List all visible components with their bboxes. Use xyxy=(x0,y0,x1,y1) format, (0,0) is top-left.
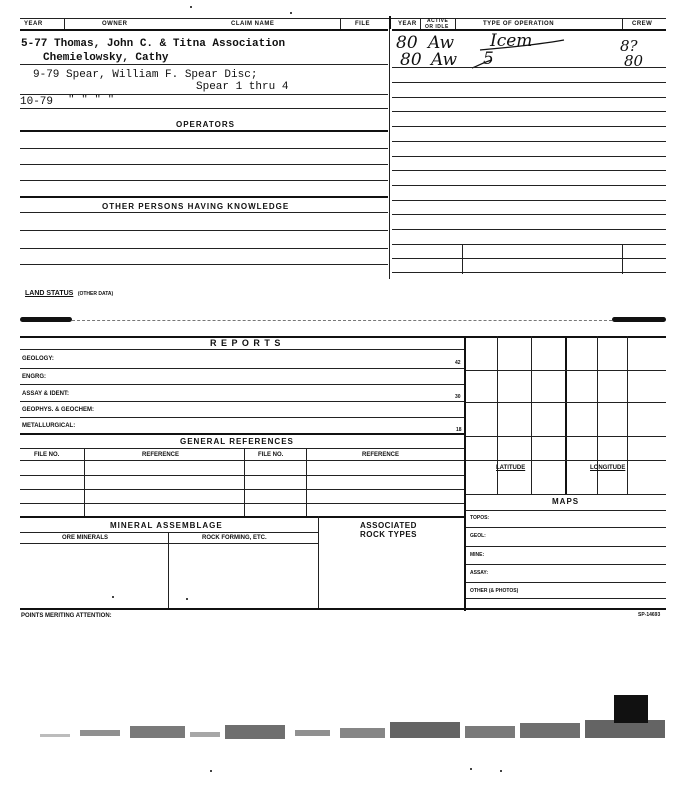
row-line xyxy=(392,111,666,112)
activity-year: 80 xyxy=(396,33,418,53)
row-line xyxy=(20,384,464,385)
scan-speck xyxy=(112,596,114,598)
grid-line xyxy=(466,494,666,495)
section-line xyxy=(20,516,464,518)
report-count: 30 xyxy=(455,394,461,400)
row-line xyxy=(20,448,464,449)
header-divider xyxy=(455,18,456,29)
report-count: 18 xyxy=(456,427,462,433)
row-line xyxy=(392,214,666,215)
header-owner: OWNER xyxy=(102,21,128,27)
land-status-dashed xyxy=(72,320,612,321)
row-line xyxy=(20,94,388,95)
row-line xyxy=(466,598,666,599)
header-or-idle: OR IDLE xyxy=(425,24,449,30)
row-divider xyxy=(622,244,623,274)
operators-heading: OPERATORS xyxy=(176,120,235,129)
owner-entry: 5-77 Thomas, John C. & Titna Association xyxy=(21,38,286,50)
row-line xyxy=(392,244,666,245)
row-line xyxy=(392,258,666,259)
header-divider xyxy=(622,18,623,29)
mineral-assemblage-heading: MINERAL ASSEMBLAGE xyxy=(110,521,223,530)
row-line xyxy=(20,489,464,490)
right-panel-divider xyxy=(464,336,466,611)
report-metallurgical: METALLURGICAL: xyxy=(22,423,76,429)
activity-type: 5 xyxy=(483,49,494,69)
col-divider xyxy=(168,532,169,608)
report-engrg: ENGRG: xyxy=(22,374,46,380)
scan-speck xyxy=(190,6,192,8)
header-year: YEAR xyxy=(24,21,43,27)
col-divider xyxy=(84,448,85,516)
row-line xyxy=(20,543,318,544)
scan-noise-band xyxy=(20,690,670,760)
row-line xyxy=(466,564,666,565)
general-references-heading: GENERAL REFERENCES xyxy=(180,437,294,446)
report-geology: GEOLOGY: xyxy=(22,356,54,362)
main-vertical-divider xyxy=(389,29,390,279)
report-assay: ASSAY & IDENT: xyxy=(22,391,70,397)
points-meriting-attention-label: POINTS MERITING ATTENTION: xyxy=(21,613,112,619)
other-persons-heading: OTHER PERSONS HAVING KNOWLEDGE xyxy=(102,202,290,211)
row-line xyxy=(392,97,666,98)
form-code: SP-14693 xyxy=(638,612,661,618)
owner-entry: 9-79 Spear, William F. Spear Disc; xyxy=(33,69,258,81)
activity-type: Icem xyxy=(490,31,533,51)
grid-line xyxy=(466,436,666,437)
row-line xyxy=(392,67,666,68)
row-line xyxy=(20,503,464,504)
row-line xyxy=(20,532,318,533)
col-divider xyxy=(306,448,307,516)
row-line xyxy=(392,82,666,83)
row-line xyxy=(20,368,464,369)
row-line xyxy=(392,126,666,127)
maps-other: OTHER (& PHOTOS) xyxy=(470,588,519,594)
scan-speck xyxy=(470,768,472,770)
reports-heading: R E P O R T S xyxy=(210,338,282,348)
row-line xyxy=(392,156,666,157)
row-line xyxy=(20,417,464,418)
activity-status: Aw xyxy=(428,33,455,53)
land-status-heading xyxy=(25,282,113,300)
row-line xyxy=(392,229,666,230)
col-divider xyxy=(244,448,245,516)
row-line xyxy=(20,401,464,402)
header-divider xyxy=(420,18,421,29)
owner-entry: Chemielowsky, Cathy xyxy=(43,52,169,64)
col-divider xyxy=(318,516,319,608)
row-divider xyxy=(462,244,463,274)
land-status-label: LAND STATUS xyxy=(25,290,74,297)
grid-line xyxy=(466,460,666,461)
row-line xyxy=(466,510,666,511)
row-line xyxy=(20,264,388,265)
row-line xyxy=(392,272,666,273)
section-line xyxy=(20,336,666,338)
grid-line xyxy=(531,336,532,494)
section-line xyxy=(20,433,464,435)
longitude-label: LONGITUDE xyxy=(590,465,626,471)
grid-line xyxy=(627,336,628,494)
grid-line xyxy=(466,402,666,403)
ref-col-file-no: FILE NO. xyxy=(34,452,60,458)
row-line xyxy=(20,108,388,109)
scan-speck xyxy=(290,12,292,14)
row-line xyxy=(466,527,666,528)
scan-speck xyxy=(500,770,502,772)
header-active: ACTIVE xyxy=(427,18,449,24)
associated-rock-types-heading-2: ROCK TYPES xyxy=(360,530,418,539)
rock-forming-col: ROCK FORMING, ETC. xyxy=(202,535,267,541)
owner-ditto-marks: " " " " xyxy=(68,94,115,106)
row-line xyxy=(392,170,666,171)
row-line xyxy=(20,212,388,213)
header-year-right: YEAR xyxy=(398,21,417,27)
ref-col-reference: REFERENCE xyxy=(142,452,180,458)
header-crew: CREW xyxy=(632,21,653,27)
row-line xyxy=(20,180,388,181)
owner-year-entry: 10-79 xyxy=(20,96,54,108)
report-count: 42 xyxy=(455,360,461,366)
ref-col-file-no: FILE NO. xyxy=(258,452,284,458)
scan-blot xyxy=(20,317,72,322)
row-line xyxy=(20,230,388,231)
row-line xyxy=(20,248,388,249)
latitude-label: LATITUDE xyxy=(496,465,526,471)
header-top-line xyxy=(20,18,666,19)
row-line xyxy=(20,164,388,165)
header-divider xyxy=(64,18,65,29)
maps-mine: MINE: xyxy=(470,552,485,558)
associated-rock-types-heading-1: ASSOCIATED xyxy=(360,521,417,530)
section-line xyxy=(20,608,666,610)
activity-year: 80 xyxy=(400,50,422,70)
row-line xyxy=(20,64,388,65)
header-file: FILE xyxy=(355,21,370,27)
activity-crew: 80 xyxy=(624,52,644,70)
section-line xyxy=(20,196,388,198)
row-line xyxy=(20,349,464,350)
maps-topos: TOPOS: xyxy=(470,515,490,521)
ref-col-reference: REFERENCE xyxy=(362,452,400,458)
scan-speck xyxy=(186,598,188,600)
scan-blot xyxy=(612,317,666,322)
row-line xyxy=(466,582,666,583)
row-line xyxy=(20,460,464,461)
maps-heading: MAPS xyxy=(552,497,580,506)
grid-line xyxy=(466,370,666,371)
land-status-sublabel: (OTHER DATA) xyxy=(77,291,114,297)
maps-assay: ASSAY: xyxy=(470,570,489,576)
activity-status: Aw xyxy=(431,50,458,70)
section-line xyxy=(20,130,388,132)
row-line xyxy=(392,185,666,186)
header-divider xyxy=(389,16,391,29)
row-line xyxy=(466,546,666,547)
row-line xyxy=(392,200,666,201)
header-claim-name: CLAIM NAME xyxy=(231,21,275,27)
owner-entry: Spear 1 thru 4 xyxy=(196,81,289,93)
header-type-of-operation: TYPE OF OPERATION xyxy=(483,21,555,27)
ore-minerals-col: ORE MINERALS xyxy=(62,535,109,541)
activity-crew: 8? xyxy=(620,37,638,55)
row-line xyxy=(392,141,666,142)
row-line xyxy=(20,475,464,476)
row-line xyxy=(20,148,388,149)
header-divider xyxy=(340,18,341,29)
header-bottom-line-left xyxy=(20,29,388,31)
scan-speck xyxy=(210,770,212,772)
report-geophys: GEOPHYS. & GEOCHEM: xyxy=(22,407,95,413)
maps-geol: GEOL: xyxy=(470,533,486,539)
grid-line xyxy=(565,336,567,494)
